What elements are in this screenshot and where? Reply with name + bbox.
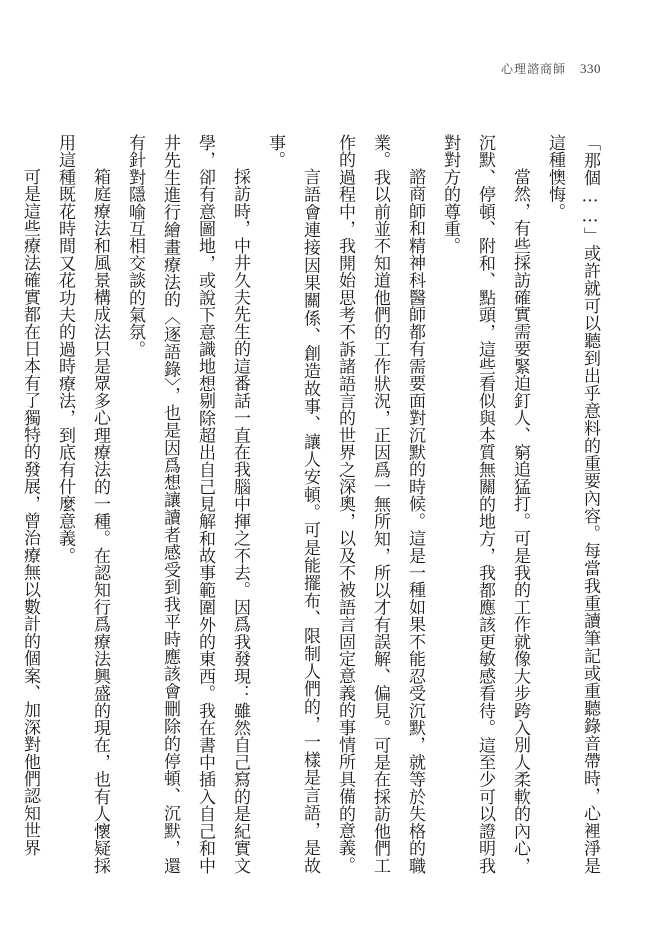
paragraph-5: 採訪時，中井久夫先生的這番話一直在我腦中揮之不去。因爲我發現：雖然自己寫的是紀實文學，卻有意圖地，或說下意識地想剔除超出自己見解和故事範圍外的東西。我在書中插入自己和中井先生進行繪畫療法的〈逐語錄〉，也是因爲想讓讀者感受到我平時應該會刪除的停頓、沉默，還有針對隱喻互相交談的氣氛。 [125,134,250,874]
running-title: 心理諮商師 [500,62,566,76]
paragraph-2: 當然，有些採訪確實需要緊迫釘人、窮追猛打。可是我的工作就像大步跨入別人柔軟的內心，沉默、停頓、附和、點頭，這些看似與本質無關的地方，我都應該更敏感看待。這至少可以證明我對對方的尊重。 [440,134,530,874]
paragraph-4: 言語會連接因果關係、創造故事、讓人安頓。可是能擺布、限制人們的，一樣是言語，是故事。 [265,134,320,874]
paragraph-3: 諮商師和精神科醫師都有需要面對沉默的時候。這是一種如果不能忍受沉默，就等於失格的職業。我以前並不知道他們的工作狀況，正因爲一無所知，所以才有誤解、偏見。可是在採訪他們工作的過程中，我開始思考不訴諸語言的世界之深奧，以及不被語言固定意義的事情所具備的意義。 [335,134,425,874]
page-number: 330 [580,61,601,76]
running-header [501,60,601,77]
paragraph-7: 可是這些療法確實都在日本有了獨特的發展，曾治療無以數計的個案、加深對他們認知世界 [20,168,40,856]
paragraph-1: 「那個……」或許就可以聽到出乎意料的重要內容。每當我重讀筆記或重聽錄音帶時，心裡淨是這種懊悔。 [545,134,600,874]
paragraph-6: 箱庭療法和風景構成法只是眾多心理療法的一種。在認知行爲療法興盛的現在，也有人懷疑採用這種既花時間又花功夫的過時療法，到底有什麼意義。 [55,134,110,874]
body-text [20,134,607,874]
